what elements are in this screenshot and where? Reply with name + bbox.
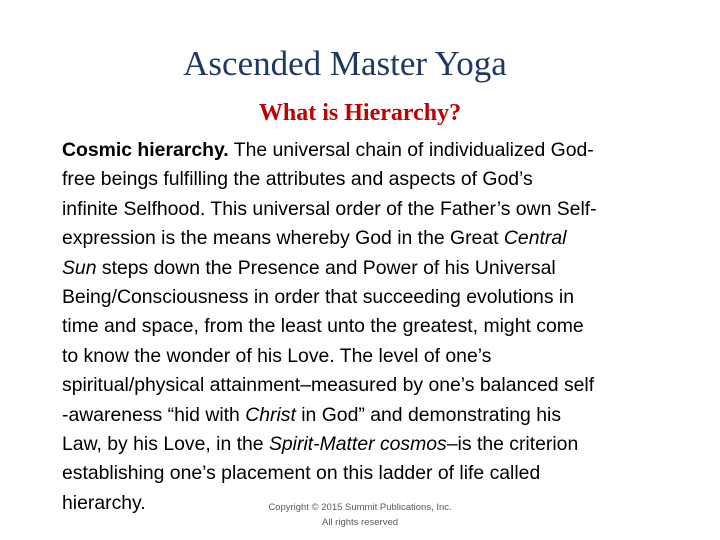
text-segment: free beings fulfilling the attributes and aspects of God’s xyxy=(62,168,533,191)
subtitle-text: What is Hierarchy? xyxy=(258,100,462,126)
paragraph-line xyxy=(62,195,680,224)
paragraph-line xyxy=(62,459,680,488)
copyright-line-1: Copyright © 2015 Summit Publications, Inc. xyxy=(268,502,452,513)
text-segment: spiritual/physical attainment–measured by one’s balanced self xyxy=(62,374,595,397)
text-segment: infinite Selfhood. This universal order of the Father’s own Self- xyxy=(62,197,597,220)
paragraph-line xyxy=(62,254,680,283)
paragraph-line xyxy=(62,165,680,194)
italic-phrase: Sun xyxy=(62,256,97,279)
paragraph-line xyxy=(62,312,680,341)
definition-paragraph xyxy=(62,136,680,518)
text-segment: Being/Consciousness in order that succeeding evolutions in xyxy=(62,286,575,309)
text-segment: steps down the Presence and Power of his Universal xyxy=(96,256,556,279)
text-segment: –is the criterion xyxy=(446,433,579,456)
text-segment: Law, by his Love, in the xyxy=(62,433,269,456)
paragraph-line xyxy=(62,283,680,312)
italic-phrase: Spirit-Matter cosmos xyxy=(268,433,447,456)
text-segment: expression is the means whereby God in the Great xyxy=(62,227,504,250)
copyright-notice xyxy=(240,500,480,530)
paragraph-line xyxy=(62,371,680,400)
text-segment: -awareness “hid with xyxy=(62,403,246,426)
paragraph-line xyxy=(62,136,680,165)
slide-subtitle xyxy=(0,98,720,128)
paragraph-line xyxy=(62,224,680,253)
paragraph-lines xyxy=(62,136,680,518)
text-segment: to know the wonder of his Love. The level of one’s xyxy=(62,344,492,367)
copyright-line-2: All rights reserved xyxy=(321,517,399,528)
text-segment: The universal chain of individualized God- xyxy=(228,139,594,161)
term-heading: Cosmic hierarchy. xyxy=(62,139,229,161)
text-segment: in God” and demonstrating his xyxy=(295,403,562,426)
italic-phrase: Christ xyxy=(245,403,296,426)
text-segment: hierarchy. xyxy=(62,491,146,514)
paragraph-line xyxy=(62,401,680,430)
paragraph-line xyxy=(62,430,680,459)
italic-phrase: Central xyxy=(503,227,567,250)
slide-title: Ascended Master Yoga xyxy=(183,44,507,83)
text-segment: time and space, from the least unto the greatest, might come xyxy=(62,315,584,338)
paragraph-line xyxy=(62,342,680,371)
text-segment: establishing one’s placement on this ladder of life called xyxy=(62,462,541,485)
